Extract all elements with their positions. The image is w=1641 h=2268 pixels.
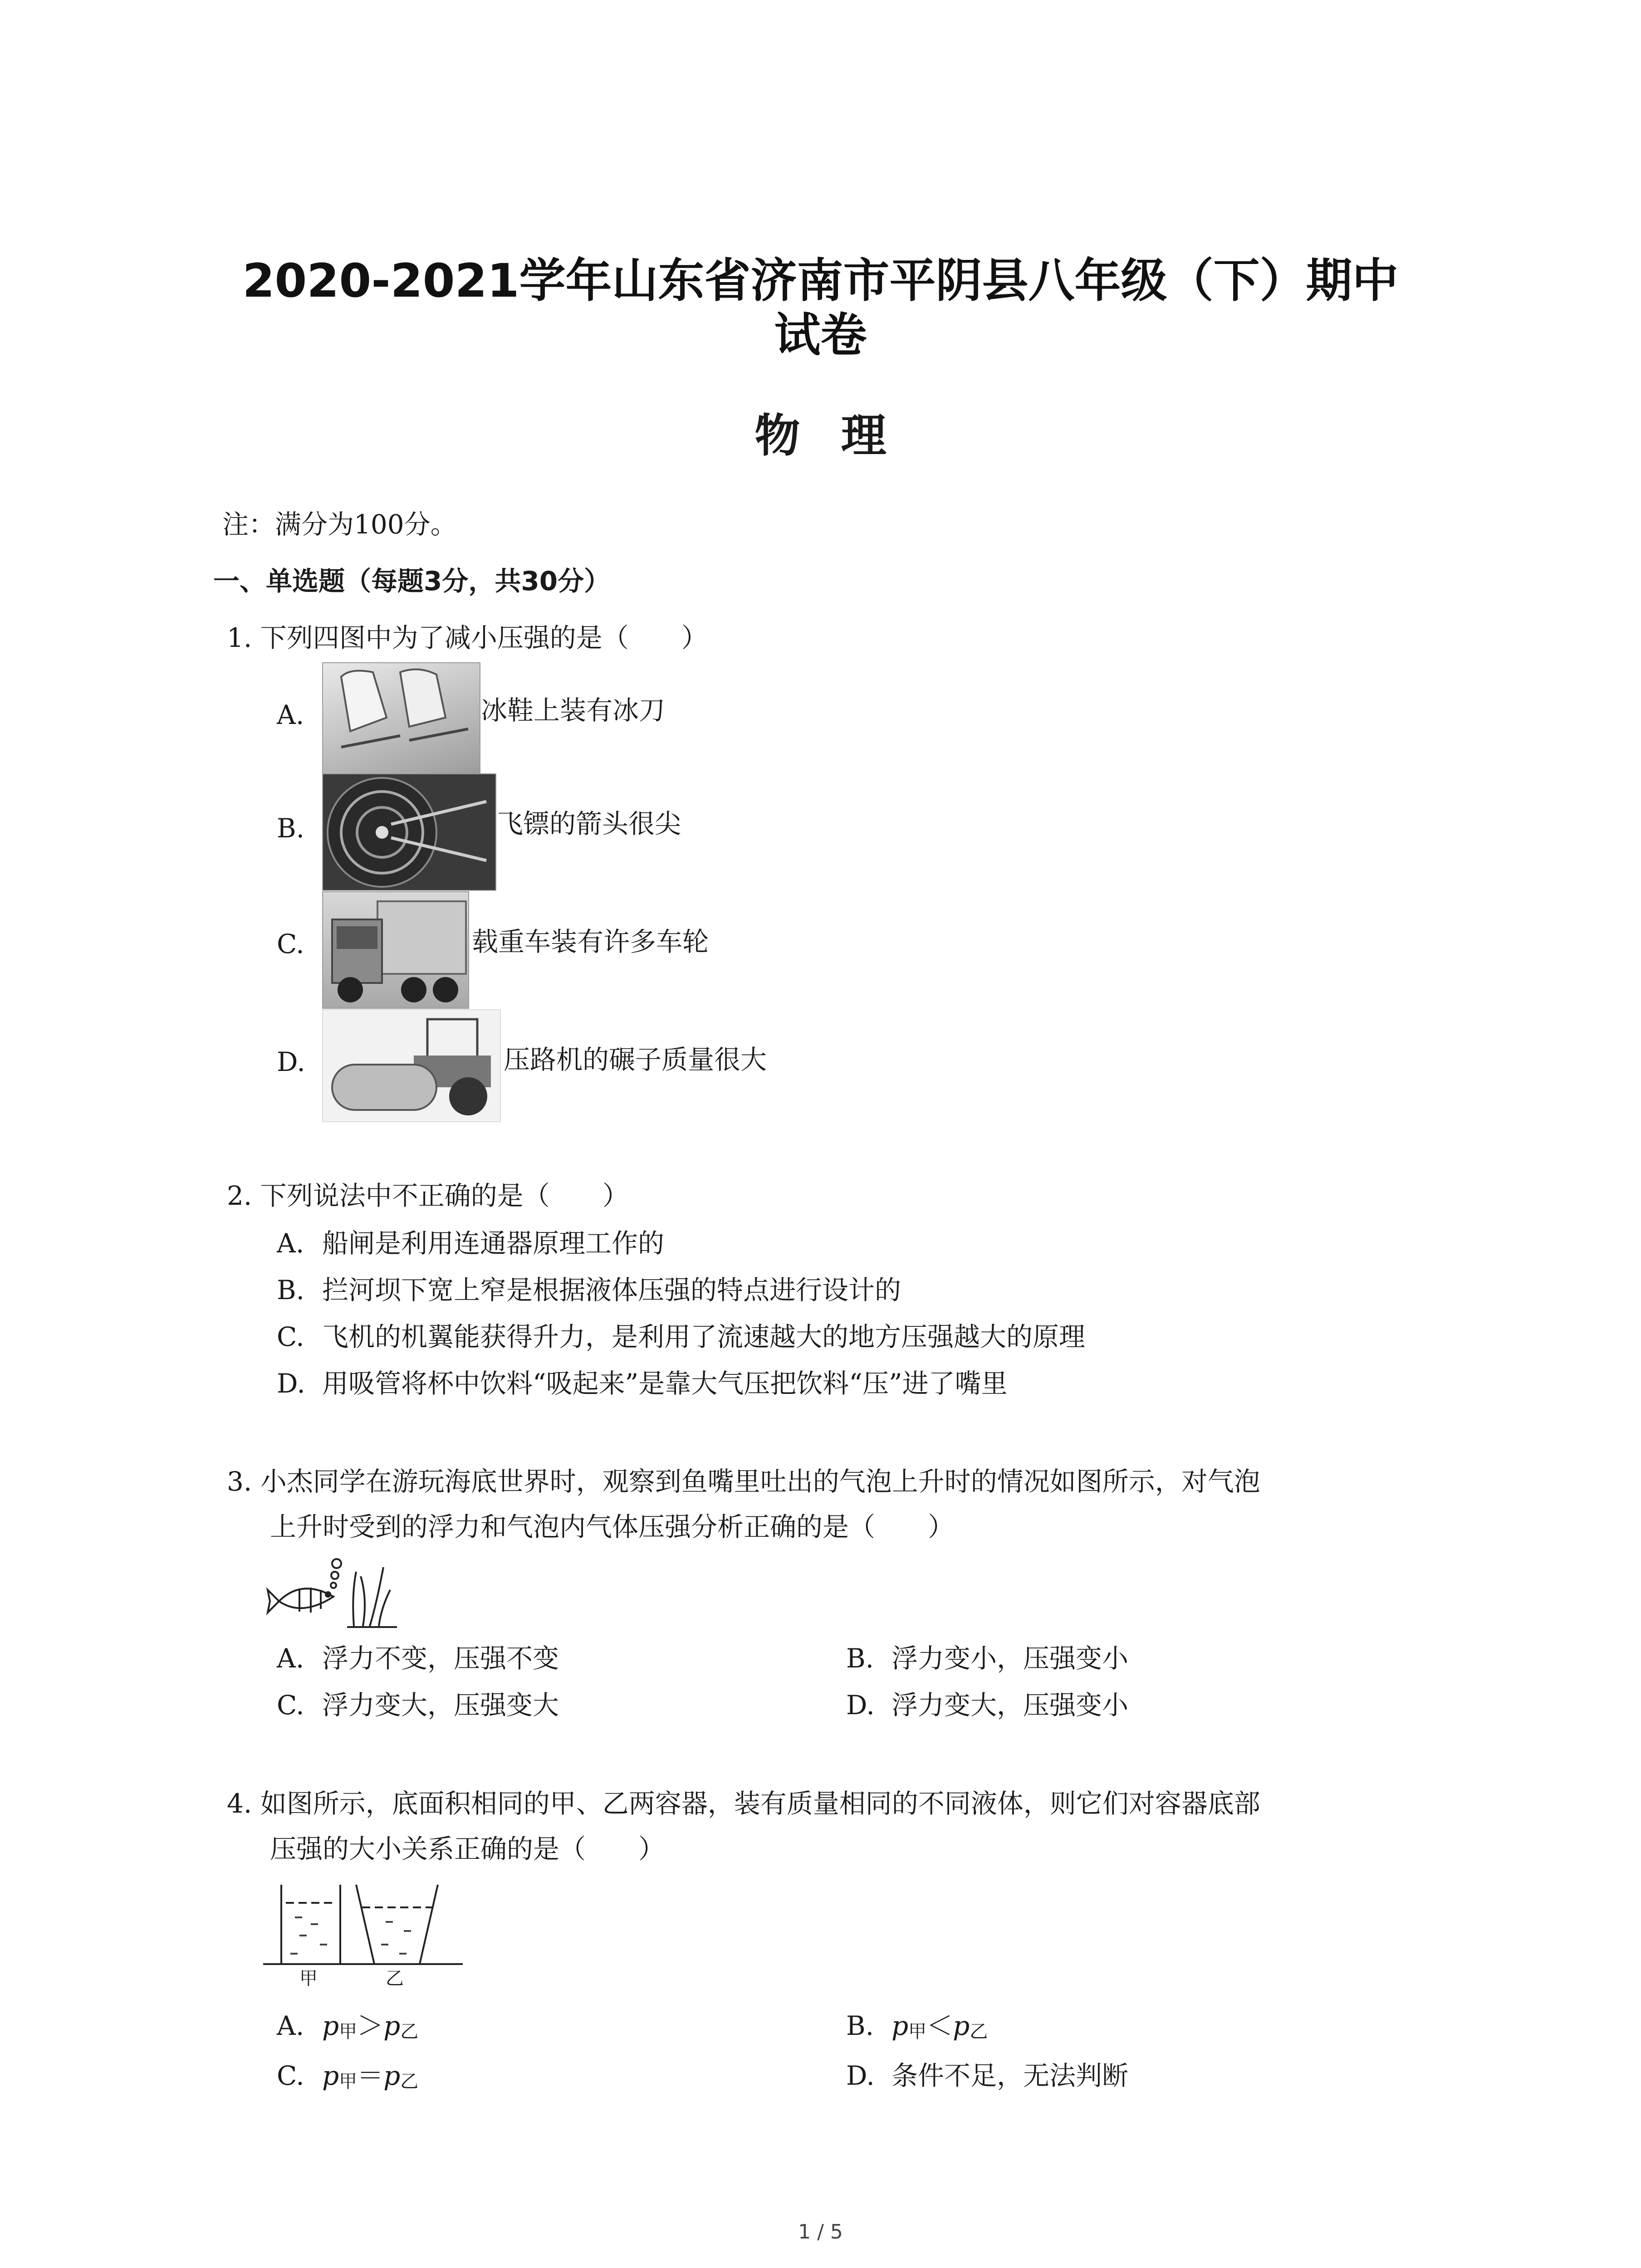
q4-option-b-p2: p: [953, 2010, 970, 2041]
q1-option-c-letter: C.: [277, 929, 304, 959]
q3-option-d: [846, 1689, 1128, 1721]
q3-option-b-letter: B.: [846, 1643, 874, 1674]
section-heading: 一、单选题（每题3分，共30分）: [213, 566, 611, 596]
q4-option-a: [277, 2009, 418, 2048]
q3-option-a-text: 浮力不变，压强不变: [322, 1643, 559, 1674]
q2-option-d-letter: D.: [277, 1368, 305, 1399]
q4-option-c-letter: C.: [277, 2060, 304, 2091]
q4-option-c: [277, 2059, 418, 2098]
question-4-stem-line1: 4. 如图所示，底面积相同的甲、乙两容器，装有质量相同的不同液体，则它们对容器底部: [227, 1788, 1260, 1819]
road-roller-image: [322, 1009, 501, 1122]
fish-bubbles-figure: [265, 1558, 402, 1631]
container-label-jia: 甲: [299, 1968, 318, 1989]
q4-option-c-p2: p: [383, 2060, 401, 2091]
exam-title-line2: 试卷: [774, 308, 867, 362]
question-1-stem: 1. 下列四图中为了减小压强的是（ ）: [227, 622, 708, 653]
q4-option-b-p1: p: [892, 2010, 909, 2041]
q4-option-d: [846, 2059, 1128, 2092]
q1-option-a-letter: A.: [277, 699, 304, 730]
q3-option-d-letter: D.: [846, 1690, 875, 1721]
question-4-stem-line2: 压强的大小关系正确的是（ ）: [270, 1833, 665, 1864]
question-3-stem-line1: 3. 小杰同学在游玩海底世界时，观察到鱼嘴里吐出的气泡上升时的情况如图所示，对气泡: [227, 1466, 1260, 1497]
dartboard-image: [322, 773, 496, 891]
q2-option-a-letter: A.: [277, 1228, 304, 1259]
score-note: 注：满分为100分。: [222, 509, 457, 540]
q2-option-c-text: 飞机的机翼能获得升力，是利用了流速越大的地方压强越大的原理: [322, 1321, 1086, 1352]
q4-option-a-letter: A.: [277, 2010, 304, 2041]
q3-option-b: [846, 1642, 1128, 1675]
q2-option-b-letter: B.: [277, 1275, 305, 1305]
q3-option-c-letter: C.: [277, 1690, 304, 1721]
q4-option-b-letter: B.: [846, 2010, 874, 2041]
q2-option-a: [277, 1227, 664, 1260]
q2-option-c: [277, 1320, 1085, 1353]
q1-option-b-letter: B.: [277, 813, 305, 844]
q4-option-c-sub1: 甲: [339, 2071, 358, 2092]
q3-option-c: [277, 1689, 559, 1721]
q1-option-d-letter: D.: [277, 1046, 305, 1077]
q4-option-a-p2: p: [383, 2010, 401, 2041]
q1-option-d-text: 压路机的碾子质量很大: [504, 1044, 767, 1075]
q2-option-b-text: 拦河坝下宽上窄是根据液体压强的特点进行设计的: [322, 1275, 901, 1305]
subject-title: 物理: [754, 409, 927, 462]
q2-option-d-text: 用吸管将杯中饮料“吸起来”是靠大气压把饮料“压”进了嘴里: [322, 1368, 1008, 1399]
q4-option-c-p1: p: [322, 2060, 339, 2091]
q2-option-d: [277, 1367, 1008, 1400]
q4-option-a-p1: p: [322, 2010, 339, 2041]
q4-option-b-sub2: 乙: [970, 2021, 988, 2042]
truck-image: [322, 891, 469, 1009]
q4-option-b-op: ＜: [926, 2010, 953, 2041]
q4-option-c-sub2: 乙: [400, 2071, 419, 2092]
ice-skates-image: [322, 662, 480, 775]
q1-option-c-text: 载重车装有许多车轮: [472, 926, 709, 957]
question-3-stem-line2: 上升时受到的浮力和气泡内气体压强分析正确的是（ ）: [270, 1511, 955, 1542]
q4-option-d-letter: D.: [846, 2060, 875, 2091]
q2-option-b: [277, 1274, 901, 1306]
containers-figure: [263, 1880, 472, 1984]
q2-option-c-letter: C.: [277, 1321, 304, 1352]
q1-option-a-text: 冰鞋上装有冰刀: [481, 695, 666, 726]
q2-option-a-text: 船闸是利用连通器原理工作的: [322, 1228, 665, 1259]
q3-option-c-text: 浮力变大，压强变大: [322, 1690, 559, 1721]
q3-option-a-letter: A.: [277, 1643, 304, 1674]
page-number: 1 / 5: [798, 2220, 843, 2244]
q3-option-d-text: 浮力变大，压强变小: [892, 1690, 1129, 1721]
q4-option-b-sub1: 甲: [908, 2021, 927, 2042]
q4-option-a-sub2: 乙: [400, 2021, 419, 2042]
q3-option-a: [277, 1642, 559, 1675]
q1-option-b-text: 飞镖的箭头很尖: [497, 808, 681, 839]
q4-option-a-op: ＞: [357, 2010, 384, 2041]
q4-option-a-sub1: 甲: [339, 2021, 358, 2042]
q4-option-c-op: ＝: [357, 2060, 384, 2091]
exam-title-line1: 2020-2021学年山东省济南市平阴县八年级（下）期中: [242, 254, 1399, 308]
container-label-yi: 乙: [386, 1968, 404, 1989]
q3-option-b-text: 浮力变小，压强变小: [892, 1643, 1129, 1674]
question-2-stem: 2. 下列说法中不正确的是（ ）: [227, 1180, 629, 1211]
q4-option-d-text: 条件不足，无法判断: [892, 2060, 1129, 2091]
q4-option-b: [846, 2009, 988, 2048]
